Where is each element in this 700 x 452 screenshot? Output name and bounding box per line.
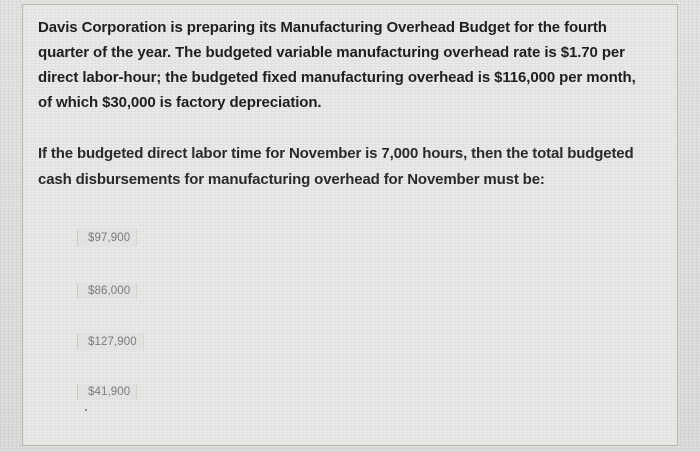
answer-option-1-label: $97,900	[77, 230, 137, 246]
question-line-4: of which $30,000 is factory depreciation.	[38, 94, 322, 111]
question-text	[38, 15, 658, 115]
cursor-dot	[85, 409, 87, 411]
answer-option-2[interactable]	[77, 281, 137, 301]
answer-option-2-label: $86,000	[77, 283, 137, 299]
answer-option-3[interactable]	[77, 332, 144, 352]
answer-option-4-label: $41,900	[77, 384, 137, 400]
answer-option-1[interactable]	[77, 228, 137, 248]
prompt-line-2: cash disbursements for manufacturing overhead for November must be:	[38, 171, 545, 188]
question-line-3: direct labor-hour; the budgeted fixed manufacturing overhead is $116,000 per month,	[38, 69, 636, 86]
answer-option-3-label: $127,900	[77, 334, 144, 350]
answer-option-4[interactable]	[77, 382, 137, 402]
question-line-2: quarter of the year. The budgeted variable manufacturing overhead rate is $1.70 per	[38, 44, 625, 61]
question-card	[22, 4, 678, 446]
question-prompt	[38, 141, 663, 193]
question-line-1: Davis Corporation is preparing its Manufacturing Overhead Budget for the fourth	[38, 19, 607, 36]
prompt-line-1: If the budgeted direct labor time for November is 7,000 hours, then the total budgeted	[38, 145, 634, 162]
